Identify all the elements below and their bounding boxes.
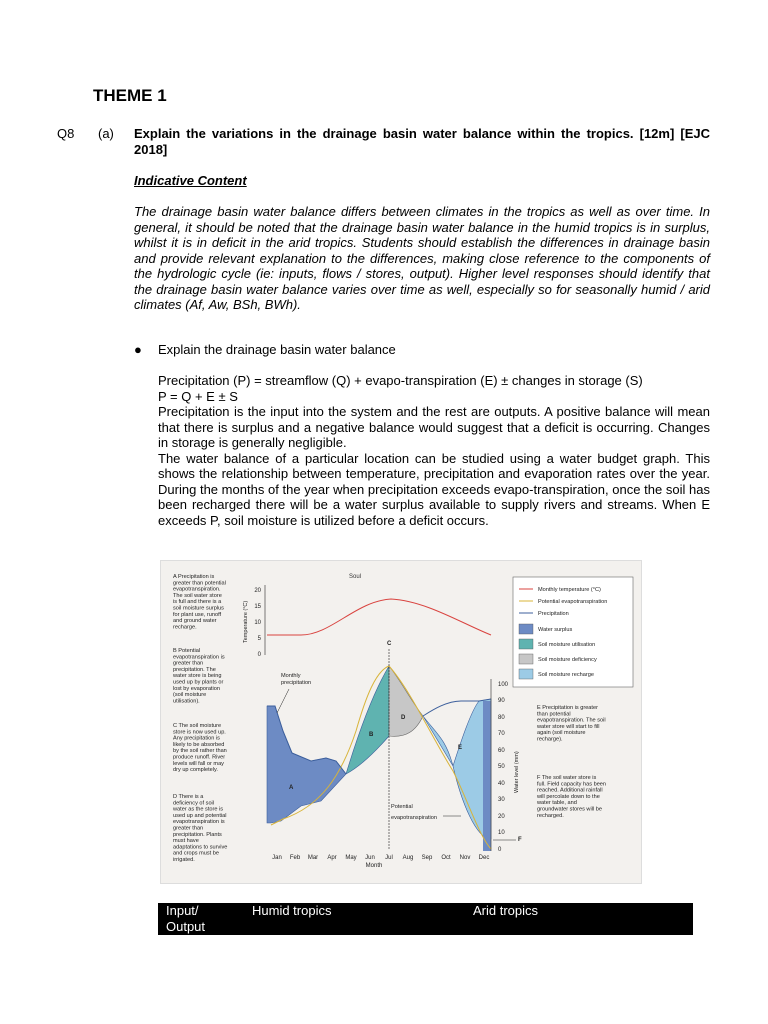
temp-ticks — [254, 588, 261, 658]
note-f: F The soil water store is full. Field capacity has been reached. Additional rainfall will percolate down to the water table, and groundwater stores will be recharged. — [537, 775, 607, 819]
region-b-soil-moisture-utilisation — [346, 666, 389, 774]
x-axis-label: Month — [365, 863, 383, 869]
water-budget-graph — [161, 561, 641, 883]
bullet-text: Explain the drainage basin water balance — [158, 342, 396, 357]
water-tick: 90 — [498, 698, 505, 704]
question-number: Q8 — [57, 126, 75, 141]
water-tick: 0 — [498, 847, 502, 853]
top-label: Soul — [349, 574, 362, 580]
month-label: Aug — [402, 855, 414, 861]
legend-swatch-surplus — [519, 624, 533, 634]
month-label: Feb — [289, 855, 301, 861]
water-tick: 20 — [498, 814, 505, 820]
month-label: May — [345, 855, 357, 861]
legend-label-surplus: Water surplus — [538, 627, 573, 633]
note-e: E Precipitation is greater than potential evapotranspiration. The soil water store will start to fill again (soil moisture recharge). — [537, 705, 606, 743]
water-tick: 40 — [498, 781, 505, 787]
region-f-bar — [483, 701, 491, 851]
water-ticks — [498, 682, 509, 853]
note-a: A Precipitation is greater than potential evapotranspiration. The soil water store is full and there is a soil moisture surplus for plant use, runoff and ground water recharge. — [173, 574, 226, 631]
equation-words: Precipitation (P) = streamflow (Q) + evapo-transpiration (E) ± changes in storage (S) — [158, 373, 643, 388]
theme-title: THEME 1 — [93, 86, 167, 105]
legend-label-temperature: Monthly temperature (°C) — [538, 587, 601, 593]
note-d: D There is a deficiency of soil water as the store is used up and potential evapotranspiration is greater than precipitation. Plants must have adaptations to survive and crops must be irrigated. — [173, 794, 228, 863]
month-label: Sep — [421, 855, 433, 861]
water-axis-label: Water level (mm) — [514, 751, 520, 793]
water-tick: 10 — [498, 830, 505, 836]
indicative-heading: Indicative Content — [134, 173, 247, 188]
temp-tick: 15 — [254, 604, 261, 610]
temp-tick: 5 — [257, 636, 261, 642]
monthly-precipitation-annotation: Monthly precipitation — [281, 673, 312, 686]
table-header-row — [158, 903, 693, 935]
water-tick: 70 — [498, 731, 505, 737]
legend-label-precip: Precipitation — [538, 611, 569, 617]
table-header-arid: Arid tropics — [473, 903, 539, 918]
legend-label-evap: Potential evapotranspiration — [538, 599, 608, 605]
potential-evap-annotation: Potential evapotranspiration — [391, 804, 438, 821]
region-label-b: B — [369, 732, 374, 738]
region-d-soil-moisture-deficiency — [389, 666, 423, 736]
water-tick: 30 — [498, 797, 505, 803]
month-label: Jun — [365, 855, 375, 861]
body-text — [158, 373, 710, 528]
temp-axis-label: Temperature (°C) — [243, 600, 249, 643]
month-label: Oct — [441, 855, 451, 861]
month-label: Mar — [307, 855, 319, 861]
legend-swatch-recharge — [519, 669, 533, 679]
temp-tick: 20 — [254, 588, 261, 594]
water-budget-figure — [160, 560, 642, 884]
month-label: Dec — [478, 855, 490, 861]
month-label: Jul — [385, 855, 393, 861]
bullet-symbol: ● — [134, 342, 142, 357]
region-a-water-surplus — [267, 706, 346, 823]
temperature-curve — [267, 599, 491, 635]
region-label-c: C — [387, 641, 392, 647]
water-tick: 60 — [498, 748, 505, 754]
table-header-input-output: Input/ Output — [166, 903, 206, 934]
body-paragraph-2: The water balance of a particular location can be studied using a water budget graph. This shows the relationship between temperature, precipitation and evaporation rates over the year. During the months of the year when precipitation exceeds evapo-transpiration, once the soil has been recharged there will be a water surplus available to supply rivers and streams. When E exceeds P, soil moisture is utilized before a deficit occurs. — [158, 450, 710, 528]
legend-label-utilisation: Soil moisture utilisation — [538, 642, 596, 648]
note-b: B Potential evapotranspiration is greater than precipitation. The water store is being used up by plants or lost by evaporation (soil moisture utilisation). — [173, 648, 225, 705]
temp-tick: 10 — [254, 620, 261, 626]
question-part: (a) — [98, 126, 114, 141]
intro-paragraph: The drainage basin water balance differs between climates in the tropics as well as over time. In general, it should be noted that the drainage basin water balance in the humid tropics is in surplus, whilst it is in deficit in the arid tropics. Students should establish the differences in drainage basin and provide relevant explanation to the differences, making close reference to the components of the hydrologic cycle (ie: inputs, flows / stores, output). Higher level responses should identify that the drainage basin water balance varies over time as well, especially so for seasonally humid / arid climates (Af, Aw, BSh, BWh). — [134, 204, 710, 312]
legend-swatch-utilisation — [519, 639, 533, 649]
region-label-e: E — [458, 745, 463, 751]
water-tick: 100 — [498, 682, 509, 688]
month-label: Nov — [459, 855, 471, 861]
month-labels — [272, 855, 489, 861]
month-label: Jan — [272, 855, 282, 861]
question-text: Explain the variations in the drainage basin water balance within the tropics. [12m] [EJC 2018] — [134, 126, 710, 157]
water-tick: 80 — [498, 715, 505, 721]
legend-swatch-deficiency — [519, 654, 533, 664]
water-tick: 50 — [498, 764, 505, 770]
temp-tick: 0 — [257, 652, 261, 658]
body-paragraph-1: Precipitation is the input into the system and the rest are outputs. A positive balance will mean that there is surplus and a negative balance would suggest that a deficit is occurring. Changes in storage is generally negligible. — [158, 404, 710, 450]
region-label-d: D — [401, 715, 406, 721]
legend-label-deficiency: Soil moisture deficiency — [538, 657, 597, 663]
monthly-precipitation-pointer — [277, 689, 289, 713]
legend-label-recharge: Soil moisture recharge — [538, 672, 594, 678]
equation-symbols: P = Q + E ± S — [158, 388, 238, 404]
region-label-a: A — [289, 785, 294, 791]
note-c: C The soil moisture store is now used up. Any precipitation is likely to be absorbed by the soil rather than produce runoff. River levels will fall or may dry up completely. — [173, 723, 227, 774]
month-label: Apr — [327, 855, 337, 861]
region-label-f: F — [518, 837, 522, 843]
table-header-humid: Humid tropics — [252, 903, 332, 918]
